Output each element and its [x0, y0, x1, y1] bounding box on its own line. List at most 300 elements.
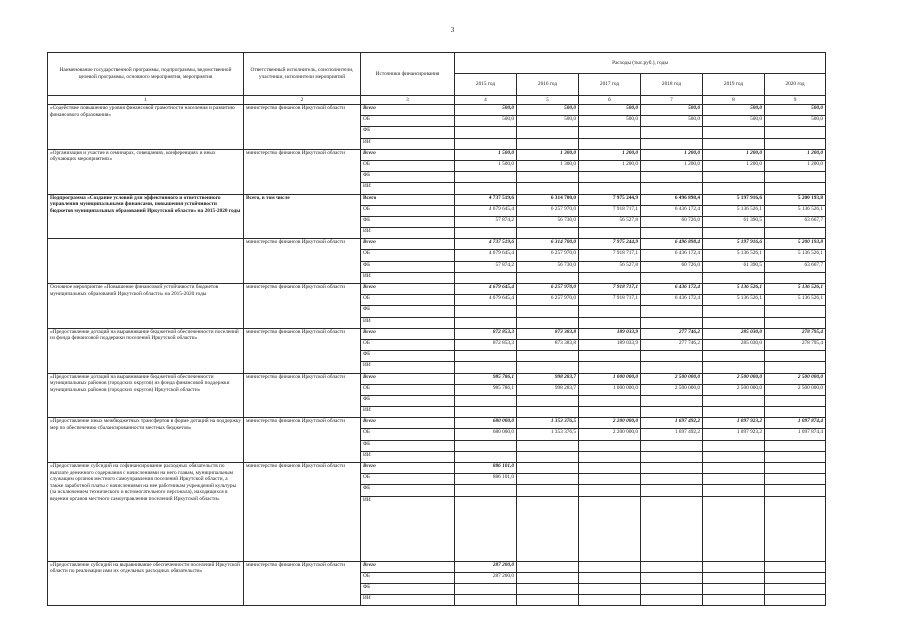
expense-value: 57 874,2	[455, 216, 517, 227]
header-executor: Ответственный исполнитель, соисполнители, участники, исполнители мероприятий	[244, 53, 361, 96]
expense-value	[517, 583, 579, 594]
expense-value: 61 390,5	[703, 261, 765, 272]
expense-value	[765, 561, 826, 572]
expense-value	[517, 496, 579, 561]
funding-source: Всего	[361, 105, 455, 116]
expense-value: 277 746,2	[641, 328, 703, 339]
funding-source: ОБ	[361, 572, 455, 583]
expense-value	[765, 317, 826, 328]
expense-value	[765, 127, 826, 138]
expense-value	[455, 407, 517, 418]
expense-value: 7 975 244,9	[579, 194, 641, 205]
expense-value: 7 918 717,1	[579, 284, 641, 295]
expense-value: 500,0	[579, 105, 641, 116]
expense-value: 1 097 923,2	[703, 429, 765, 440]
expense-value	[641, 440, 703, 451]
expense-value	[579, 595, 641, 606]
expense-value	[765, 474, 826, 485]
event-name: «Содействие повышению уровня финансовой грамотности населения и развитию финансового образования»	[48, 105, 244, 150]
expense-value: 872 853,3	[455, 328, 517, 339]
expense-value: 60 726,0	[641, 216, 703, 227]
expense-value: 56 527,8	[579, 216, 641, 227]
expense-value	[579, 183, 641, 194]
expense-value	[455, 485, 517, 496]
expense-value	[455, 351, 517, 362]
expense-value	[703, 595, 765, 606]
expense-value	[641, 474, 703, 485]
expense-value: 985 786,1	[455, 373, 517, 384]
expense-value	[703, 583, 765, 594]
expense-value	[579, 362, 641, 373]
expense-value: 4 679 645,4	[455, 295, 517, 306]
expense-value	[703, 440, 765, 451]
expense-value	[455, 362, 517, 373]
funding-source: Всего	[361, 284, 455, 295]
page-number: 3	[450, 26, 455, 34]
expense-value	[455, 317, 517, 328]
expense-value	[641, 183, 703, 194]
expense-value: 5 136 526,1	[765, 295, 826, 306]
funding-source: ИИ	[361, 362, 455, 373]
expense-value	[703, 138, 765, 149]
expense-value: 189 033,9	[579, 328, 641, 339]
funding-source: ОБ	[361, 205, 455, 216]
expense-value	[641, 172, 703, 183]
expense-value	[641, 572, 703, 583]
expense-value	[579, 272, 641, 283]
expense-value	[455, 228, 517, 239]
expense-value: 6 436 172,4	[641, 250, 703, 261]
table-row	[48, 149, 826, 160]
expense-value	[455, 183, 517, 194]
expense-value	[641, 362, 703, 373]
event-name: Основное мероприятие «Повышение финансовой устойчивости бюджетов муниципальных образований Иркутской области» на 2015-2020 годы	[48, 284, 244, 329]
expense-value	[517, 306, 579, 317]
expense-value: 4 737 519,6	[455, 239, 517, 250]
expense-value	[703, 172, 765, 183]
expense-value: 5 136 526,1	[703, 205, 765, 216]
expense-value	[703, 561, 765, 572]
expense-value: 500,0	[641, 105, 703, 116]
expense-value	[703, 183, 765, 194]
funding-source: ИИ	[361, 228, 455, 239]
expense-value: 7 975 244,9	[579, 239, 641, 250]
funding-source: ОБ	[361, 384, 455, 395]
expense-value	[517, 474, 579, 485]
expense-value: 5 197 916,6	[703, 194, 765, 205]
funding-source: ИИ	[361, 183, 455, 194]
expense-value: 1 500,0	[455, 149, 517, 160]
expense-value	[765, 485, 826, 496]
expense-value	[517, 317, 579, 328]
expense-value: 2 200 000,0	[579, 429, 641, 440]
expense-value: 63 667,7	[765, 216, 826, 227]
expense-value	[703, 407, 765, 418]
table-row	[48, 284, 826, 295]
expense-value	[455, 272, 517, 283]
expense-value	[765, 463, 826, 474]
expense-value: 56 527,8	[579, 261, 641, 272]
funding-source: ФБ	[361, 583, 455, 594]
funding-source: ФБ	[361, 261, 455, 272]
expense-value	[703, 451, 765, 462]
header-year: 2019 год	[703, 74, 765, 96]
expense-value	[703, 317, 765, 328]
expense-value: 278 795,4	[765, 328, 826, 339]
header-year: 2015 год	[455, 74, 517, 96]
expense-value: 1 697 492,2	[641, 429, 703, 440]
expense-value: 2 200 000,0	[579, 418, 641, 429]
expense-value	[765, 138, 826, 149]
expense-value	[455, 127, 517, 138]
funding-source: Всего	[361, 373, 455, 384]
expense-value	[641, 595, 703, 606]
executor: министерство финансов Иркутской области	[244, 149, 361, 194]
expense-value	[641, 485, 703, 496]
expense-value	[765, 407, 826, 418]
table-row	[48, 239, 826, 250]
funding-source: Всего	[361, 561, 455, 572]
expense-value	[579, 395, 641, 406]
expense-value	[765, 362, 826, 373]
expense-value	[765, 451, 826, 462]
expense-value: 500,0	[703, 116, 765, 127]
table-row	[48, 561, 826, 572]
expense-value	[517, 451, 579, 462]
funding-source: ОБ	[361, 295, 455, 306]
expense-value: 500,0	[765, 116, 826, 127]
expense-value: 1 200,0	[579, 160, 641, 171]
expense-value: 500,0	[579, 116, 641, 127]
expense-value	[455, 138, 517, 149]
expense-value	[455, 595, 517, 606]
expense-value	[579, 485, 641, 496]
expense-value	[579, 572, 641, 583]
expense-value: 1 200,0	[765, 149, 826, 160]
expense-value: 6 314 700,0	[517, 239, 579, 250]
expense-value	[765, 183, 826, 194]
expense-value: 5 136 526,1	[765, 250, 826, 261]
expense-value	[579, 306, 641, 317]
expense-value	[579, 138, 641, 149]
column-number: 8	[703, 96, 765, 105]
header-year: 2020 год	[765, 74, 826, 96]
executor: министерство финансов Иркутской области	[244, 373, 361, 418]
funding-source: Всего	[361, 418, 455, 429]
funding-source: ОБ	[361, 339, 455, 350]
expense-value: 1 200,0	[703, 149, 765, 160]
expense-value: 500,0	[641, 116, 703, 127]
expense-value: 680 000,0	[455, 418, 517, 429]
expense-value: 500,0	[517, 116, 579, 127]
expense-value	[641, 306, 703, 317]
expense-value	[641, 272, 703, 283]
expense-value	[517, 395, 579, 406]
expense-value	[579, 172, 641, 183]
expense-value	[703, 306, 765, 317]
table-header-row	[48, 53, 826, 74]
expense-value	[641, 463, 703, 474]
event-name: «Организация и участие в семинарах, совещаниях, конференциях и иных обучающих мероприятиях»	[48, 149, 244, 194]
expense-value: 500,0	[517, 105, 579, 116]
expense-value	[517, 272, 579, 283]
expense-value	[703, 127, 765, 138]
expense-value: 5 136 526,1	[765, 284, 826, 295]
executor: министерство финансов Иркутской области	[244, 561, 361, 606]
expense-value	[455, 440, 517, 451]
column-number: 6	[579, 96, 641, 105]
expense-value: 985 786,1	[455, 384, 517, 395]
expense-value	[765, 351, 826, 362]
expense-value	[579, 463, 641, 474]
expense-value: 500,0	[455, 116, 517, 127]
expense-value: 886 101,0	[455, 463, 517, 474]
expense-value: 6 436 172,4	[641, 295, 703, 306]
funding-source: ИИ	[361, 138, 455, 149]
expense-value	[703, 228, 765, 239]
expense-value: 5 136 526,1	[703, 295, 765, 306]
expense-value: 872 853,3	[455, 339, 517, 350]
expense-value	[703, 351, 765, 362]
expense-value: 873 383,8	[517, 328, 579, 339]
expense-value: 886 101,0	[455, 474, 517, 485]
header-year: 2017 год	[579, 74, 641, 96]
expense-value	[517, 127, 579, 138]
table-row	[48, 463, 826, 474]
expense-value: 2 500 000,0	[765, 373, 826, 384]
expense-value: 189 033,9	[579, 339, 641, 350]
column-number: 5	[517, 96, 579, 105]
expense-value: 6 496 898,4	[641, 194, 703, 205]
expense-value	[765, 572, 826, 583]
funding-source: ИИ	[361, 451, 455, 462]
expense-value: 1 200,0	[579, 149, 641, 160]
funding-source: ФБ	[361, 485, 455, 496]
column-number: 3	[361, 96, 455, 105]
funding-source: Всего	[361, 194, 455, 205]
funding-source: ИИ	[361, 272, 455, 283]
funding-source: ОБ	[361, 116, 455, 127]
executor: министерство финансов Иркутской области	[244, 239, 361, 284]
expense-value: 1 353 376,5	[517, 418, 579, 429]
executor: Всего, в том числе	[244, 194, 361, 239]
expense-value	[579, 496, 641, 561]
expense-value: 1 697 492,2	[641, 418, 703, 429]
expense-value	[517, 572, 579, 583]
expense-value: 61 390,5	[703, 216, 765, 227]
expense-value	[765, 228, 826, 239]
expense-value: 1 000 000,0	[579, 373, 641, 384]
expense-value: 500,0	[765, 105, 826, 116]
funding-source: Всего	[361, 463, 455, 474]
expense-value: 1 353 376,5	[517, 429, 579, 440]
expense-value	[703, 496, 765, 561]
header-source: Источники финансирования	[361, 53, 455, 96]
expense-value: 1 097 923,2	[703, 418, 765, 429]
expense-value	[455, 496, 517, 561]
expense-value: 56 730,0	[517, 261, 579, 272]
funding-source: ФБ	[361, 216, 455, 227]
header-name: Наименование государственной программы, подпрограммы, ведомственной целевой программы, основного мероприятия, мероприятия	[48, 53, 244, 96]
expense-value	[517, 172, 579, 183]
funding-source: ИИ	[361, 595, 455, 606]
executor: министерство финансов Иркутской области	[244, 105, 361, 150]
column-number: 1	[48, 96, 244, 105]
funding-source: ФБ	[361, 306, 455, 317]
expense-value: 998 283,7	[517, 373, 579, 384]
header-year: 2016 год	[517, 74, 579, 96]
expense-value: 2 500 000,0	[641, 373, 703, 384]
expense-value	[703, 474, 765, 485]
column-number: 7	[641, 96, 703, 105]
executor: министерство финансов Иркутской области	[244, 463, 361, 562]
expense-value: 6 314 700,0	[517, 194, 579, 205]
funding-source: ФБ	[361, 172, 455, 183]
expense-value: 6 496 898,4	[641, 239, 703, 250]
expense-value	[579, 440, 641, 451]
expense-value	[765, 496, 826, 561]
table-row	[48, 373, 826, 384]
event-name: «Предоставление субсидий на выравнивание обеспеченности поселений Иркутской области по реализации ими их отдельных расходных обязательств»	[48, 561, 244, 606]
expense-value	[641, 561, 703, 572]
column-number: 2	[244, 96, 361, 105]
expense-value	[517, 183, 579, 194]
expense-value	[641, 407, 703, 418]
expense-value: 4 679 645,4	[455, 205, 517, 216]
expense-value	[641, 317, 703, 328]
expense-value	[455, 306, 517, 317]
expense-value	[765, 583, 826, 594]
expense-value: 5 197 916,6	[703, 239, 765, 250]
expense-value: 285 030,0	[703, 339, 765, 350]
event-name: «Предоставление дотаций на выравнивание бюджетной обеспеченности муниципальных районов (городских округов) из фонда финансовой поддержки муниципальных районов (городских округов) Иркутской области»	[48, 373, 244, 418]
expense-value: 287 200,0	[455, 561, 517, 572]
expense-value: 57 874,2	[455, 261, 517, 272]
expense-value	[579, 407, 641, 418]
expense-value	[455, 395, 517, 406]
expense-value	[641, 395, 703, 406]
expense-value: 998 283,7	[517, 384, 579, 395]
expense-value	[517, 595, 579, 606]
expense-value: 873 383,8	[517, 339, 579, 350]
expense-value	[579, 127, 641, 138]
expense-value: 5 200 193,8	[765, 239, 826, 250]
expense-value: 2 500 000,0	[765, 384, 826, 395]
expense-value	[579, 474, 641, 485]
event-name	[48, 239, 244, 284]
expense-value	[517, 228, 579, 239]
header-expenses: Расходы (тыс.руб.), годы	[455, 53, 826, 74]
expense-value: 6 257 970,0	[517, 250, 579, 261]
expense-value: 285 030,0	[703, 328, 765, 339]
funding-source: ФБ	[361, 127, 455, 138]
expense-value	[641, 351, 703, 362]
expense-value: 7 918 717,1	[579, 250, 641, 261]
event-name: «Предоставление субсидий на софинансирование расходных обязательств по выплате денежного содержания с начислениями на него главам, муниципальным служащим органов местного самоуправления поселений Иркутской области, а также заработной платы с начислениями на нее работникам учреждений культуры (за исключением технического и вспомогательного персонала), находящихся в ведении органов местного самоуправления поселений Иркутской области»	[48, 463, 244, 562]
funding-source: ИИ	[361, 407, 455, 418]
expense-value: 680 000,0	[455, 429, 517, 440]
expense-value	[579, 317, 641, 328]
expense-value	[517, 485, 579, 496]
expense-value	[765, 272, 826, 283]
table-row	[48, 418, 826, 429]
column-number-row	[48, 96, 826, 105]
expense-value: 7 918 717,1	[579, 205, 641, 216]
expense-value	[455, 451, 517, 462]
event-name: «Предоставление иных межбюджетных трансфертов в форме дотаций на поддержку мер по обеспечению сбалансированности местных бюджетов»	[48, 418, 244, 463]
expense-value	[455, 172, 517, 183]
expense-value	[455, 583, 517, 594]
table-body	[48, 105, 826, 606]
table-row	[48, 328, 826, 339]
funding-source: ФБ	[361, 395, 455, 406]
expense-value	[765, 440, 826, 451]
funding-source: ИИ	[361, 317, 455, 328]
expense-value: 287 200,0	[455, 572, 517, 583]
expenses-table	[47, 52, 826, 606]
expense-value: 5 136 526,1	[703, 250, 765, 261]
expense-value: 6 257 970,0	[517, 284, 579, 295]
expense-value: 4 679 645,4	[455, 250, 517, 261]
expense-value	[765, 172, 826, 183]
funding-source: ОБ	[361, 474, 455, 485]
column-number: 4	[455, 96, 517, 105]
expense-value: 6 257 970,0	[517, 295, 579, 306]
funding-source: ОБ	[361, 429, 455, 440]
expense-value: 6 436 172,4	[641, 284, 703, 295]
expense-value: 1 500,0	[455, 160, 517, 171]
funding-source: ОБ	[361, 250, 455, 261]
expense-value: 500,0	[703, 105, 765, 116]
expense-value: 1 097 874,4	[765, 429, 826, 440]
expense-value	[641, 496, 703, 561]
expense-value	[579, 561, 641, 572]
expense-value	[765, 306, 826, 317]
expense-value	[703, 395, 765, 406]
event-name: «Предоставление дотаций на выравнивание бюджетной обеспеченности поселений из фонда финансовой поддержки поселений Иркутской области»	[48, 328, 244, 373]
expense-value	[517, 138, 579, 149]
funding-source: Всего	[361, 149, 455, 160]
expense-value: 1 200,0	[703, 160, 765, 171]
event-name: Подпрограмма «Создание условий для эффективного и ответственного управления муниципальными финансами, повышения устойчивости бюджетов муниципальных образований Иркутской области» на 2015-2020 годы	[48, 194, 244, 239]
expense-value: 277 746,2	[641, 339, 703, 350]
expense-value: 60 726,0	[641, 261, 703, 272]
expense-value: 56 730,0	[517, 216, 579, 227]
funding-source: Всего	[361, 328, 455, 339]
expense-value	[641, 138, 703, 149]
expense-value	[703, 485, 765, 496]
expense-value	[703, 463, 765, 474]
expense-value	[641, 127, 703, 138]
expense-value	[517, 407, 579, 418]
expense-value: 1 200,0	[641, 149, 703, 160]
expense-value: 5 136 526,1	[703, 284, 765, 295]
funding-source: ФБ	[361, 440, 455, 451]
expense-value	[765, 595, 826, 606]
expense-value	[517, 463, 579, 474]
expense-value: 1 097 874,4	[765, 418, 826, 429]
expense-value	[765, 395, 826, 406]
expense-value: 7 918 717,1	[579, 295, 641, 306]
header-year: 2018 год	[641, 74, 703, 96]
table-row	[48, 194, 826, 205]
column-number: 9	[765, 96, 826, 105]
expense-value: 1 300,0	[517, 149, 579, 160]
expense-value: 63 667,7	[765, 261, 826, 272]
executor: министерство финансов Иркутской области	[244, 418, 361, 463]
expense-value	[579, 451, 641, 462]
expense-value	[703, 572, 765, 583]
